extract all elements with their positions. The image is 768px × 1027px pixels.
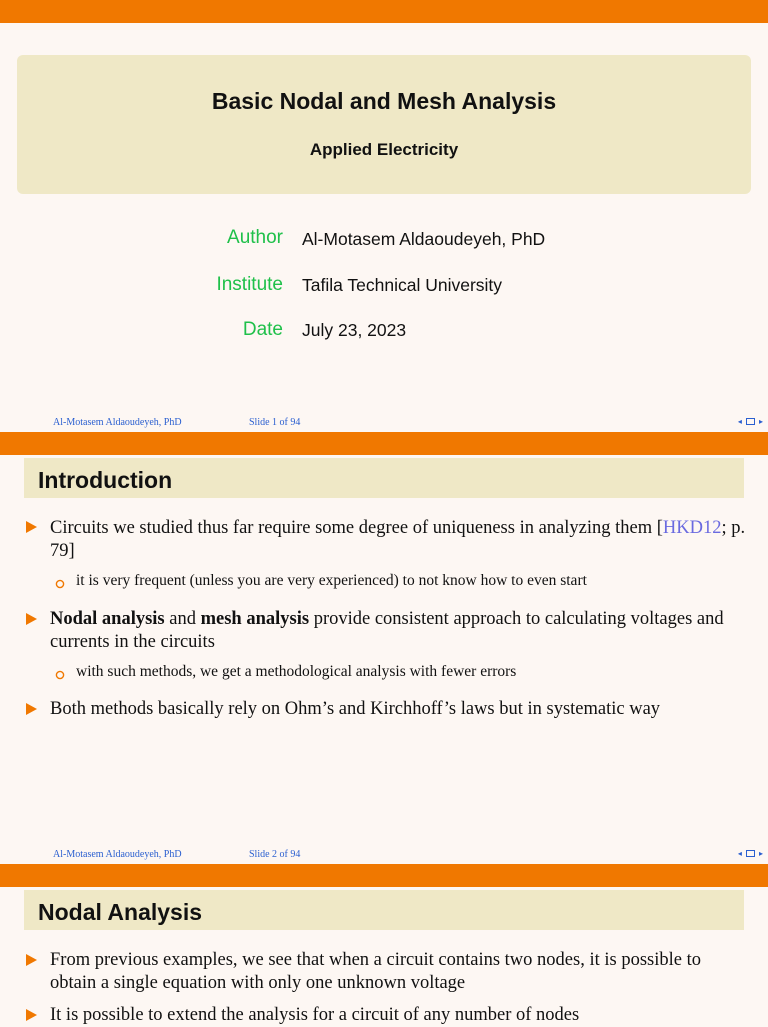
presentation-subtitle: Applied Electricity bbox=[309, 140, 459, 159]
intro-bullet-2: Nodal analysis and mesh analysis provide consistent approach to calculating voltages and currents in the circuits bbox=[50, 609, 724, 652]
triangle-bullet-icon bbox=[25, 954, 37, 966]
nav-right-icon[interactable]: ▸ bbox=[758, 417, 764, 426]
circle-bullet-icon bbox=[55, 576, 65, 586]
nodal-bullet-1: From previous examples, we see that when a circuit contains two nodes, it is possible to obtain a single equation with only one unknown voltage bbox=[50, 950, 701, 993]
slide3-accent-bar bbox=[0, 864, 768, 887]
institute-label: Institute bbox=[216, 274, 283, 295]
slide2-title: Introduction bbox=[38, 467, 173, 493]
slide2-accent-bar bbox=[0, 432, 768, 455]
nav-right-icon[interactable]: ▸ bbox=[758, 849, 764, 858]
slide3-title: Nodal Analysis bbox=[38, 899, 203, 925]
intro-bullet-3: Both methods basically rely on Ohm’s and Kirchhoff’s laws but in systematic way bbox=[50, 699, 661, 719]
triangle-bullet-icon bbox=[25, 613, 37, 625]
intro-sub-bullet-1: it is very frequent (unless you are very experienced) to not know how to even start bbox=[76, 572, 587, 589]
author-value: Al-Motasem Aldaoudeyeh, PhD bbox=[302, 229, 546, 249]
nodal-bullet-2: It is possible to extend the analysis for a circuit of any number of nodes bbox=[50, 1005, 580, 1025]
slide3-title-bar bbox=[24, 890, 744, 930]
circle-bullet-icon bbox=[55, 667, 65, 677]
nav-section-icon[interactable] bbox=[746, 418, 755, 425]
author-label: Author bbox=[227, 227, 283, 248]
triangle-bullet-icon bbox=[25, 521, 37, 533]
footer-slide-number: Slide 1 of 94 bbox=[249, 417, 301, 428]
triangle-bullet-icon bbox=[25, 1009, 37, 1021]
nav-left-icon[interactable]: ◂ bbox=[737, 849, 743, 858]
intro-sub-bullet-2: with such methods, we get a methodological analysis with fewer errors bbox=[76, 663, 517, 680]
nav-controls[interactable] bbox=[738, 849, 764, 858]
footer-author: Al-Motasem Aldaoudeyeh, PhD bbox=[53, 849, 182, 860]
presentation-title: Basic Nodal and Mesh Analysis bbox=[211, 88, 557, 114]
institute-value: Tafila Technical University bbox=[302, 275, 503, 295]
intro-bullet-1: Circuits we studied thus far require some degree of uniqueness in analyzing them [HKD12; p. 79] bbox=[50, 518, 746, 561]
footer-author: Al-Motasem Aldaoudeyeh, PhD bbox=[53, 417, 182, 428]
nav-section-icon[interactable] bbox=[746, 850, 755, 857]
nav-left-icon[interactable]: ◂ bbox=[737, 417, 743, 426]
footer-slide-number: Slide 2 of 94 bbox=[249, 849, 301, 860]
triangle-bullet-icon bbox=[25, 703, 37, 715]
top-accent-bar bbox=[0, 0, 768, 23]
citation-link[interactable]: HKD12 bbox=[662, 518, 722, 538]
title-box bbox=[17, 55, 751, 194]
date-value: July 23, 2023 bbox=[302, 320, 407, 340]
nav-controls[interactable] bbox=[738, 417, 764, 426]
date-label: Date bbox=[242, 319, 283, 340]
slide2-title-bar bbox=[24, 458, 744, 498]
